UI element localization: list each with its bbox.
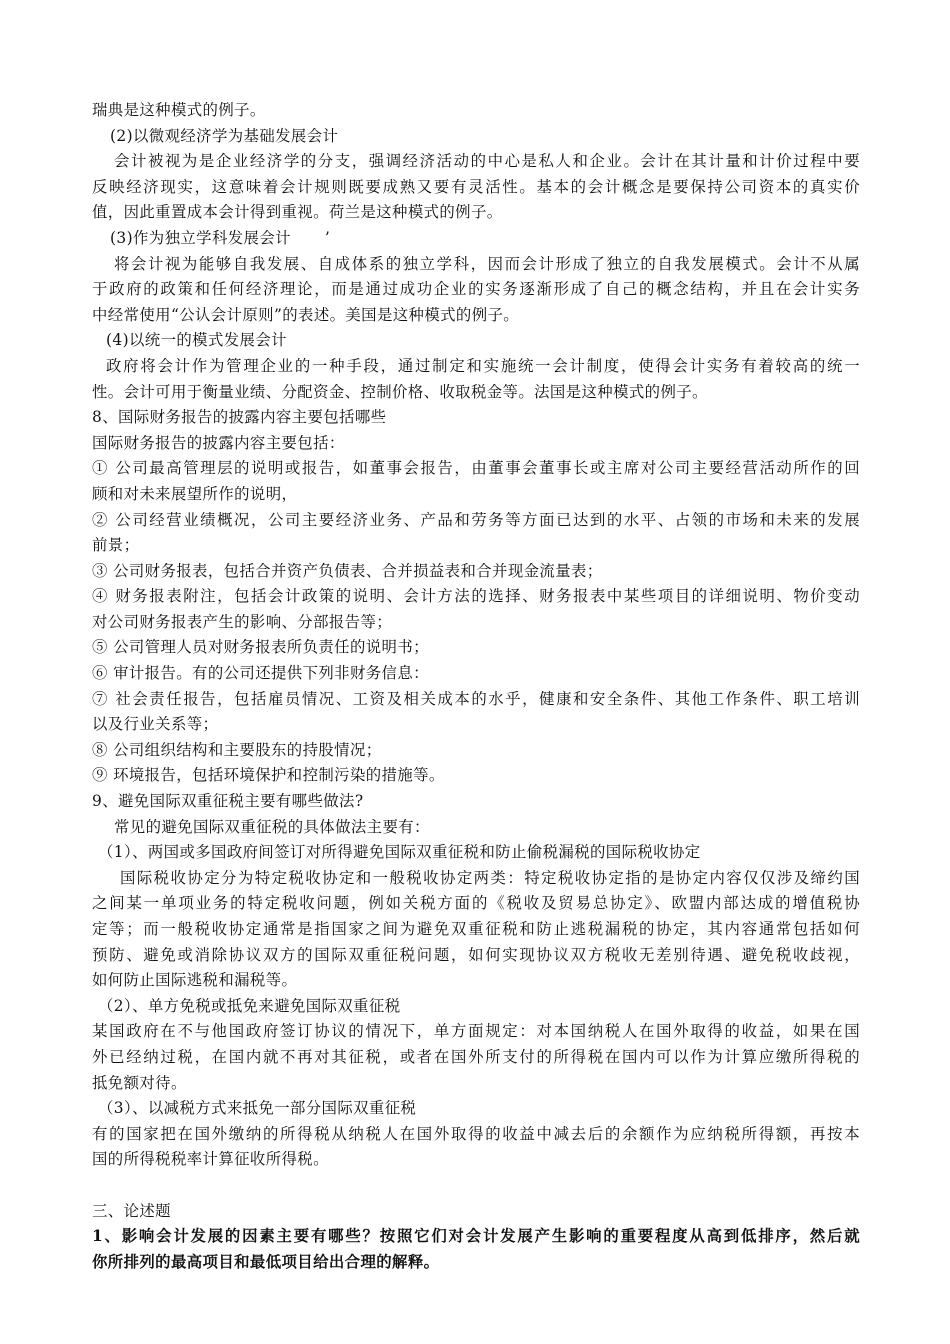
- text-line: 定等；而一般税收协定通常是指国家之间为避免双重征税和防止逃税漏税的协定，其内容通常包括如何: [92, 920, 860, 938]
- list-item: ⑤ 公司管理人员对财务报表所负责任的说明书；: [92, 638, 429, 657]
- list-item: ⑧ 公司组织结构和主要股东的持股情况；: [92, 740, 382, 759]
- text-line: 值，因此重置成本会计得到重视。荷兰是这种模式的例子。: [92, 203, 503, 222]
- text-line: 国际财务报告的披露内容主要包括：: [92, 433, 345, 452]
- list-item: ③ 公司财务报表，包括合并资产负债表、合并损益表和合并现金流量表；: [92, 561, 603, 580]
- document-page: [92, 98, 860, 1275]
- blank-line: [92, 1173, 860, 1199]
- stray-mark: ’: [324, 228, 331, 247]
- text-line: 中经常使用“公认会计原则”的表述。美国是这种模式的例子。: [92, 305, 520, 324]
- subheading-text: (3)作为独立学科发展会计: [110, 228, 291, 247]
- text-line: 国际税收协定分为特定税收协定和一般税收协定两类：特定税收协定指的是协定内容仅仅涉及缔约国: [120, 868, 860, 887]
- text-line: 常见的避免国际双重征税的具体做法主要有：: [114, 817, 430, 836]
- text-line: 瑞典是这种模式的例子。: [92, 101, 266, 119]
- text-line: 预防、避免或消除协议双方的国际双重征税问题，如何实现协议双方税收无差别待遇、避免税收歧视，: [92, 945, 860, 964]
- subheading-unified-model: (4)以统一的模式发展会计: [106, 331, 287, 350]
- subheading-micro-economics: (2)以微观经济学为基础发展会计: [110, 126, 339, 145]
- text-line: 对公司财务报表产生的影响、分部报告等；: [92, 612, 393, 631]
- text-line: 之间某一单项业务的特定税收问题，例如关税方面的《税收及贸易总协定》、欧盟内部达成的增值税协: [92, 894, 860, 913]
- text-line: 如何防止国际逃税和漏税等。: [92, 971, 298, 990]
- list-item: ② 公司经营业绩概况，公司主要经济业务、产品和劳务等方面已达到的水平、占领的市场和未来的发展: [92, 510, 860, 529]
- essay-question-1-cont: 你所排列的最高项目和最低项目给出合理的解释。: [92, 1252, 440, 1271]
- list-item: ⑦ 社会责任报告，包括雇员情况、工资及相关成本的水乎，健康和安全条件、其他工作条件、职工培训: [92, 689, 860, 708]
- text-line: 前景；: [92, 536, 140, 555]
- text-line: 抵免额对待。: [92, 1073, 187, 1092]
- list-item: ④ 财务报表附注，包括会计政策的说明、会计方法的选择、财务报表中某些项目的详细说明、物价变动: [92, 587, 860, 606]
- essay-question-1: 1、影响会计发展的因素主要有哪些？按照它们对会计发展产生影响的重要程度从高到低排序，然后就: [92, 1227, 860, 1246]
- text-line: 会计被视为是企业经济学的分支，强调经济活动的中心是私人和企业。会计在其计量和计价过程中要: [114, 152, 860, 171]
- text-line: 性。会计可用于衡量业绩、分配资金、控制价格、收取税金等。法国是这种模式的例子。: [92, 382, 708, 401]
- list-item: ① 公司最高管理层的说明或报告，如董事会报告，由董事会董事长或主席对公司主要经营活动所作的回: [92, 459, 860, 478]
- text-line: 某国政府在不与他国政府签订协议的情况下，单方面规定：对本国纳税人在国外取得的收益，如果在国: [92, 1022, 860, 1041]
- text-line: 国的所得税税率计算征收所得税。: [92, 1150, 329, 1169]
- subheading-independent-discipline: [92, 226, 860, 252]
- subheading-tax-treaty: （1）、两国或多国政府间签订对所得避免国际双重征税和防止偷税漏税的国际税收协定: [98, 843, 701, 862]
- text-line: 于政府的政策和任何经济理论，而是通过成功企业的实务逐渐形成了自己的概念结构，并且在会计实务: [92, 280, 860, 299]
- text-line: 外已经纳过税，在国内就不再对其征税，或者在国外所支付的所得税在国内可以作为计算应缴所得税的: [92, 1047, 860, 1066]
- text-line: 有的国家把在国外缴纳的所得税从纳税人在国外取得的收益中减去后的余额作为应纳税所得额，再按本: [92, 1124, 860, 1143]
- subheading-unilateral-exemption: （2）、单方免税或抵免来避免国际双重征税: [98, 996, 401, 1015]
- text-line: 反映经济现实，这意味着会计规则既要成熟又要有灵活性。基本的会计概念是要保持公司资本的真实价: [92, 177, 860, 196]
- text-line: 以及行业关系等；: [92, 715, 219, 734]
- text-line: 政府将会计作为管理企业的一种手段，通过制定和实施统一会计制度，使得会计实务有着较高的统一: [106, 356, 860, 375]
- text-line: 顾和对未来展望所作的说明，: [92, 484, 298, 503]
- question-9-heading: 9、避免国际双重征税主要有哪些做法?: [92, 792, 364, 811]
- section-heading-essay: 三、论述题: [92, 1201, 171, 1220]
- list-item: ⑥ 审计报告。有的公司还提供下列非财务信息：: [92, 664, 429, 683]
- text-line: 将会计视为能够自我发展、自成体系的独立学科，因而会计形成了独立的自我发展模式。会计不从属: [114, 254, 860, 273]
- list-item: ⑨ 环境报告，包括环境保护和控制污染的措施等。: [92, 766, 445, 785]
- question-8-heading: 8、国际财务报告的披露内容主要包括哪些: [92, 408, 387, 427]
- subheading-tax-reduction: （3）、以减税方式来抵免一部分国际双重征税: [98, 1099, 417, 1118]
